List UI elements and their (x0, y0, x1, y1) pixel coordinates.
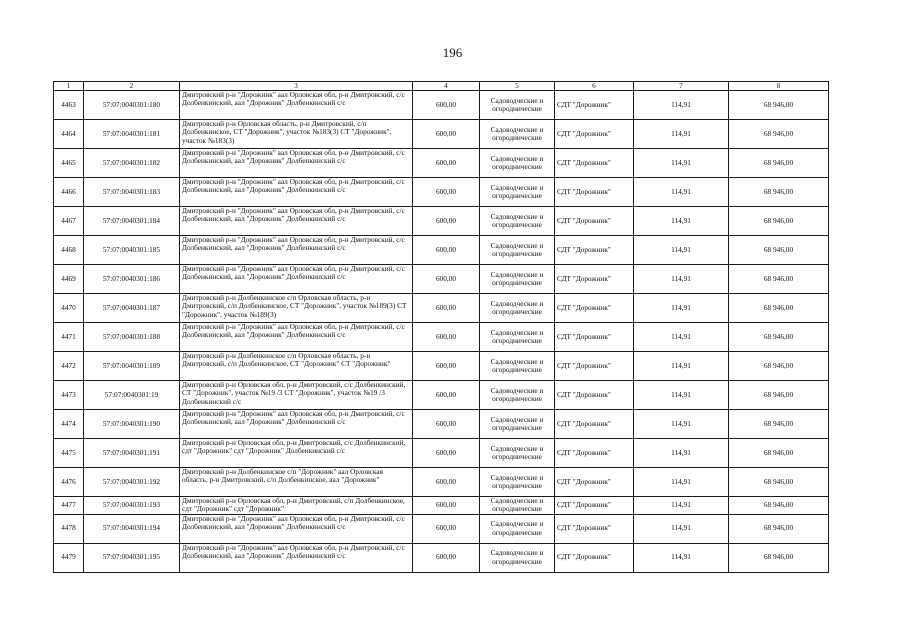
cadastral-cost-cell: 68 946,00 (729, 265, 829, 294)
unit-value-cell: 114,91 (634, 91, 729, 120)
parcel-number-cell: 4477 (54, 497, 84, 514)
owner-cell: СДТ "Дорожник" (555, 178, 634, 207)
land-use-cell: Садоводческие и огороднические (480, 468, 555, 497)
cadastral-number-cell: 57:07:0040301:186 (84, 265, 180, 294)
land-use-cell: Садоводческие и огороднические (480, 265, 555, 294)
address-cell: Дмитровский р-н "Дорожник" аал Орловская обл, р-н Дмитровский, с/с Долбенкинский, аал "Дорожник" Долбенкинский с/с (180, 149, 413, 178)
land-use-cell: Садоводческие и огороднические (480, 410, 555, 439)
table-row (54, 236, 829, 265)
land-use-cell: Садоводческие и огороднические (480, 294, 555, 323)
address-cell: Дмитровский р-н "Дорожник" аал Орловская обл, р-н Дмитровский, с/с Долбенкинский, аал "Дорожник" Долбенкинский с/с (180, 265, 413, 294)
cadastral-number-cell: 57:07:0040301:185 (84, 236, 180, 265)
cadastral-number-cell: 57:07:0040301:181 (84, 120, 180, 149)
owner-cell: СДТ "Дорожник" (555, 323, 634, 352)
address-cell: Дмитровский р-н "Дорожник" аал Орловская обл, р-н Дмитровский, с/с Долбенкинский, аал "Дорожник" Долбенкинский с/с (180, 514, 413, 543)
address-cell: Дмитровский р-н Долбенкинское с/п Орловская область, р-н Дмитровский, с/п Долбенкинское, СТ "Дорожник" СТ "Дорожник" (180, 352, 413, 381)
area-cell: 600,00 (413, 381, 480, 410)
cadastral-cost-cell: 68 946,00 (729, 497, 829, 514)
address-cell: Дмитровский р-н Долбенкинское с/п Орловская область, р-н Дмитровский, с/п Долбенкинское, СТ "Дорожник", участок №189(3) СТ "Дорожник", участок №189(3) (180, 294, 413, 323)
parcel-number-cell: 4471 (54, 323, 84, 352)
cadastral-cost-cell: 68 946,00 (729, 178, 829, 207)
column-header: 7 (634, 82, 729, 91)
cadastral-cost-cell: 68 946,00 (729, 207, 829, 236)
unit-value-cell: 114,91 (634, 543, 729, 572)
parcel-number-cell: 4476 (54, 468, 84, 497)
address-cell: Дмитровский р-н Орловская обл, р-н Дмитровский, с/п Долбенкинское, сдт "Дорожник" сдт "Дорожник" (180, 497, 413, 514)
cadastral-number-cell: 57:07:0040301:192 (84, 468, 180, 497)
cadastral-cost-cell: 68 946,00 (729, 236, 829, 265)
cadastral-number-cell: 57:07:0040301:180 (84, 91, 180, 120)
area-cell: 600,00 (413, 149, 480, 178)
parcel-number-cell: 4475 (54, 439, 84, 468)
owner-cell: СДТ "Дорожник" (555, 149, 634, 178)
address-cell: Дмитровский р-н "Дорожник" аал Орловская обл, р-н Дмитровский, с/с Долбенкинский, аал "Дорожник" Долбенкинский с/с (180, 91, 413, 120)
cadastral-number-cell: 57:07:0040301:187 (84, 294, 180, 323)
table-row (54, 468, 829, 497)
owner-cell: СДТ "Дорожник" (555, 439, 634, 468)
unit-value-cell: 114,91 (634, 149, 729, 178)
table-row (54, 439, 829, 468)
land-use-cell: Садоводческие и огороднические (480, 352, 555, 381)
parcel-number-cell: 4472 (54, 352, 84, 381)
address-cell: Дмитровский р-н "Дорожник" аал Орловская обл, р-н Дмитровский, с/с Долбенкинский, аал "Дорожник" Долбенкинский с/с (180, 207, 413, 236)
table-row (54, 149, 829, 178)
land-register-table (53, 81, 829, 573)
owner-cell: СДТ "Дорожник" (555, 207, 634, 236)
unit-value-cell: 114,91 (634, 352, 729, 381)
cadastral-cost-cell: 68 946,00 (729, 410, 829, 439)
owner-cell: СДТ "Дорожник" (555, 514, 634, 543)
table-row (54, 410, 829, 439)
area-cell: 600,00 (413, 410, 480, 439)
table-row (54, 381, 829, 410)
land-use-cell: Садоводческие и огороднические (480, 236, 555, 265)
parcel-number-cell: 4469 (54, 265, 84, 294)
unit-value-cell: 114,91 (634, 178, 729, 207)
column-header: 1 (54, 82, 84, 91)
land-use-cell: Садоводческие и огороднические (480, 543, 555, 572)
cadastral-number-cell: 57:07:0040301:183 (84, 178, 180, 207)
parcel-number-cell: 4478 (54, 514, 84, 543)
unit-value-cell: 114,91 (634, 468, 729, 497)
cadastral-number-cell: 57:07:0040301:193 (84, 497, 180, 514)
page-number: 196 (442, 45, 463, 60)
unit-value-cell: 114,91 (634, 120, 729, 149)
land-use-cell: Садоводческие и огороднические (480, 149, 555, 178)
parcel-number-cell: 4466 (54, 178, 84, 207)
owner-cell: СДТ "Дорожник" (555, 265, 634, 294)
cadastral-number-cell: 57:07:0040301:19 (84, 381, 180, 410)
table-row (54, 91, 829, 120)
cadastral-cost-cell: 68 946,00 (729, 352, 829, 381)
address-cell: Дмитровский р-н "Дорожник" аал Орловская обл, р-н Дмитровский, с/с Долбенкинский, аал "Дорожник" Долбенкинский с/с (180, 236, 413, 265)
address-cell: Дмитровский р-н Орловская обл, р-н Дмитровский, с/с Долбенкинский, сдт "Дорожник" сдт "Дорожник" Долбенкинский с/с (180, 439, 413, 468)
table-row (54, 514, 829, 543)
table-row (54, 352, 829, 381)
parcel-number-cell: 4464 (54, 120, 84, 149)
column-header: 5 (480, 82, 555, 91)
cadastral-cost-cell: 68 946,00 (729, 149, 829, 178)
table-row (54, 323, 829, 352)
land-use-cell: Садоводческие и огороднические (480, 323, 555, 352)
land-use-cell: Садоводческие и огороднические (480, 207, 555, 236)
land-use-cell: Садоводческие и огороднические (480, 439, 555, 468)
address-cell: Дмитровский р-н "Дорожник" аал Орловская обл, р-н Дмитровский, с/с Долбенкинский, аал "Дорожник" Долбенкинский с/с (180, 178, 413, 207)
table-row (54, 120, 829, 149)
cadastral-number-cell: 57:07:0040301:191 (84, 439, 180, 468)
cadastral-cost-cell: 68 946,00 (729, 543, 829, 572)
unit-value-cell: 114,91 (634, 410, 729, 439)
cadastral-number-cell: 57:07:0040301:194 (84, 514, 180, 543)
owner-cell: СДТ "Дорожник" (555, 468, 634, 497)
table-row (54, 265, 829, 294)
unit-value-cell: 114,91 (634, 514, 729, 543)
parcel-number-cell: 4465 (54, 149, 84, 178)
cadastral-number-cell: 57:07:0040301:184 (84, 207, 180, 236)
cadastral-cost-cell: 68 946,00 (729, 439, 829, 468)
unit-value-cell: 114,91 (634, 323, 729, 352)
address-cell: Дмитровский р-н Долбенкинское с/п "Дорожник" аал Орловская область, р-н Дмитровский, с/п Долбенкинское, аал "Дорожник" (180, 468, 413, 497)
area-cell: 600,00 (413, 91, 480, 120)
cadastral-number-cell: 57:07:0040301:188 (84, 323, 180, 352)
area-cell: 600,00 (413, 236, 480, 265)
area-cell: 600,00 (413, 207, 480, 236)
land-use-cell: Садоводческие и огороднические (480, 120, 555, 149)
address-cell: Дмитровский р-н Орловская обл, р-н Дмитровский, с/с Долбенкинский, СТ "Дорожник", участок №19 /3 СТ "Дорожник", участок №19 /3 Долбенкинский с/с (180, 381, 413, 410)
table-row (54, 178, 829, 207)
address-cell: Дмитровский р-н "Дорожник" аал Орловская обл, р-н Дмитровский, с/с Долбенкинский, аал "Дорожник" Долбенкинский с/с (180, 410, 413, 439)
owner-cell: СДТ "Дорожник" (555, 236, 634, 265)
parcel-number-cell: 4474 (54, 410, 84, 439)
table-row (54, 543, 829, 572)
unit-value-cell: 114,91 (634, 207, 729, 236)
cadastral-number-cell: 57:07:0040301:190 (84, 410, 180, 439)
column-header: 8 (729, 82, 829, 91)
parcel-number-cell: 4473 (54, 381, 84, 410)
land-use-cell: Садоводческие и огороднические (480, 497, 555, 514)
cadastral-cost-cell: 68 946,00 (729, 514, 829, 543)
cadastral-cost-cell: 68 946,00 (729, 120, 829, 149)
column-number-row (54, 82, 829, 91)
parcel-number-cell: 4467 (54, 207, 84, 236)
table-row (54, 294, 829, 323)
area-cell: 600,00 (413, 178, 480, 207)
cadastral-cost-cell: 68 946,00 (729, 294, 829, 323)
unit-value-cell: 114,91 (634, 294, 729, 323)
owner-cell: СДТ "Дорожник" (555, 352, 634, 381)
cadastral-cost-cell: 68 946,00 (729, 323, 829, 352)
parcel-number-cell: 4468 (54, 236, 84, 265)
owner-cell: СДТ "Дорожник" (555, 120, 634, 149)
land-use-cell: Садоводческие и огороднические (480, 514, 555, 543)
area-cell: 600,00 (413, 468, 480, 497)
parcel-number-cell: 4470 (54, 294, 84, 323)
unit-value-cell: 114,91 (634, 381, 729, 410)
land-use-cell: Садоводческие и огороднические (480, 178, 555, 207)
unit-value-cell: 114,91 (634, 497, 729, 514)
unit-value-cell: 114,91 (634, 265, 729, 294)
cadastral-cost-cell: 68 946,00 (729, 381, 829, 410)
cadastral-cost-cell: 68 946,00 (729, 468, 829, 497)
land-use-cell: Садоводческие и огороднические (480, 91, 555, 120)
owner-cell: СДТ "Дорожник" (555, 294, 634, 323)
address-cell: Дмитровский р-н "Дорожник" аал Орловская обл, р-н Дмитровский, с/с Долбенкинский, аал "Дорожник" Долбенкинский с/с (180, 543, 413, 572)
address-cell: Дмитровский р-н "Дорожник" аал Орловская обл, р-н Дмитровский, с/с Долбенкинский, аал "Дорожник" Долбенкинский с/с (180, 323, 413, 352)
owner-cell: СДТ "Дорожник" (555, 91, 634, 120)
area-cell: 600,00 (413, 120, 480, 149)
column-header: 2 (84, 82, 180, 91)
owner-cell: СДТ "Дорожник" (555, 381, 634, 410)
column-header: 6 (555, 82, 634, 91)
table-row (54, 497, 829, 514)
owner-cell: СДТ "Дорожник" (555, 543, 634, 572)
owner-cell: СДТ "Дорожник" (555, 410, 634, 439)
cadastral-number-cell: 57:07:0040301:182 (84, 149, 180, 178)
column-header: 3 (180, 82, 413, 91)
area-cell: 600,00 (413, 439, 480, 468)
address-cell: Дмитровский р-н Орловская область, р-н Дмитровский, с/п Долбенкинское, СТ "Дорожник", участок №183(3) СТ "Дорожник", участок №183(3) (180, 120, 413, 149)
unit-value-cell: 114,91 (634, 439, 729, 468)
cadastral-cost-cell: 68 946,00 (729, 91, 829, 120)
area-cell: 600,00 (413, 352, 480, 381)
column-header: 4 (413, 82, 480, 91)
area-cell: 600,00 (413, 514, 480, 543)
cadastral-number-cell: 57:07:0040301:189 (84, 352, 180, 381)
parcel-number-cell: 4479 (54, 543, 84, 572)
area-cell: 600,00 (413, 265, 480, 294)
cadastral-number-cell: 57:07:0040301:195 (84, 543, 180, 572)
owner-cell: СДТ "Дорожник" (555, 497, 634, 514)
unit-value-cell: 114,91 (634, 236, 729, 265)
table-row (54, 207, 829, 236)
area-cell: 600,00 (413, 543, 480, 572)
area-cell: 600,00 (413, 294, 480, 323)
land-use-cell: Садоводческие и огороднические (480, 381, 555, 410)
area-cell: 600,00 (413, 323, 480, 352)
area-cell: 600,00 (413, 497, 480, 514)
parcel-number-cell: 4463 (54, 91, 84, 120)
